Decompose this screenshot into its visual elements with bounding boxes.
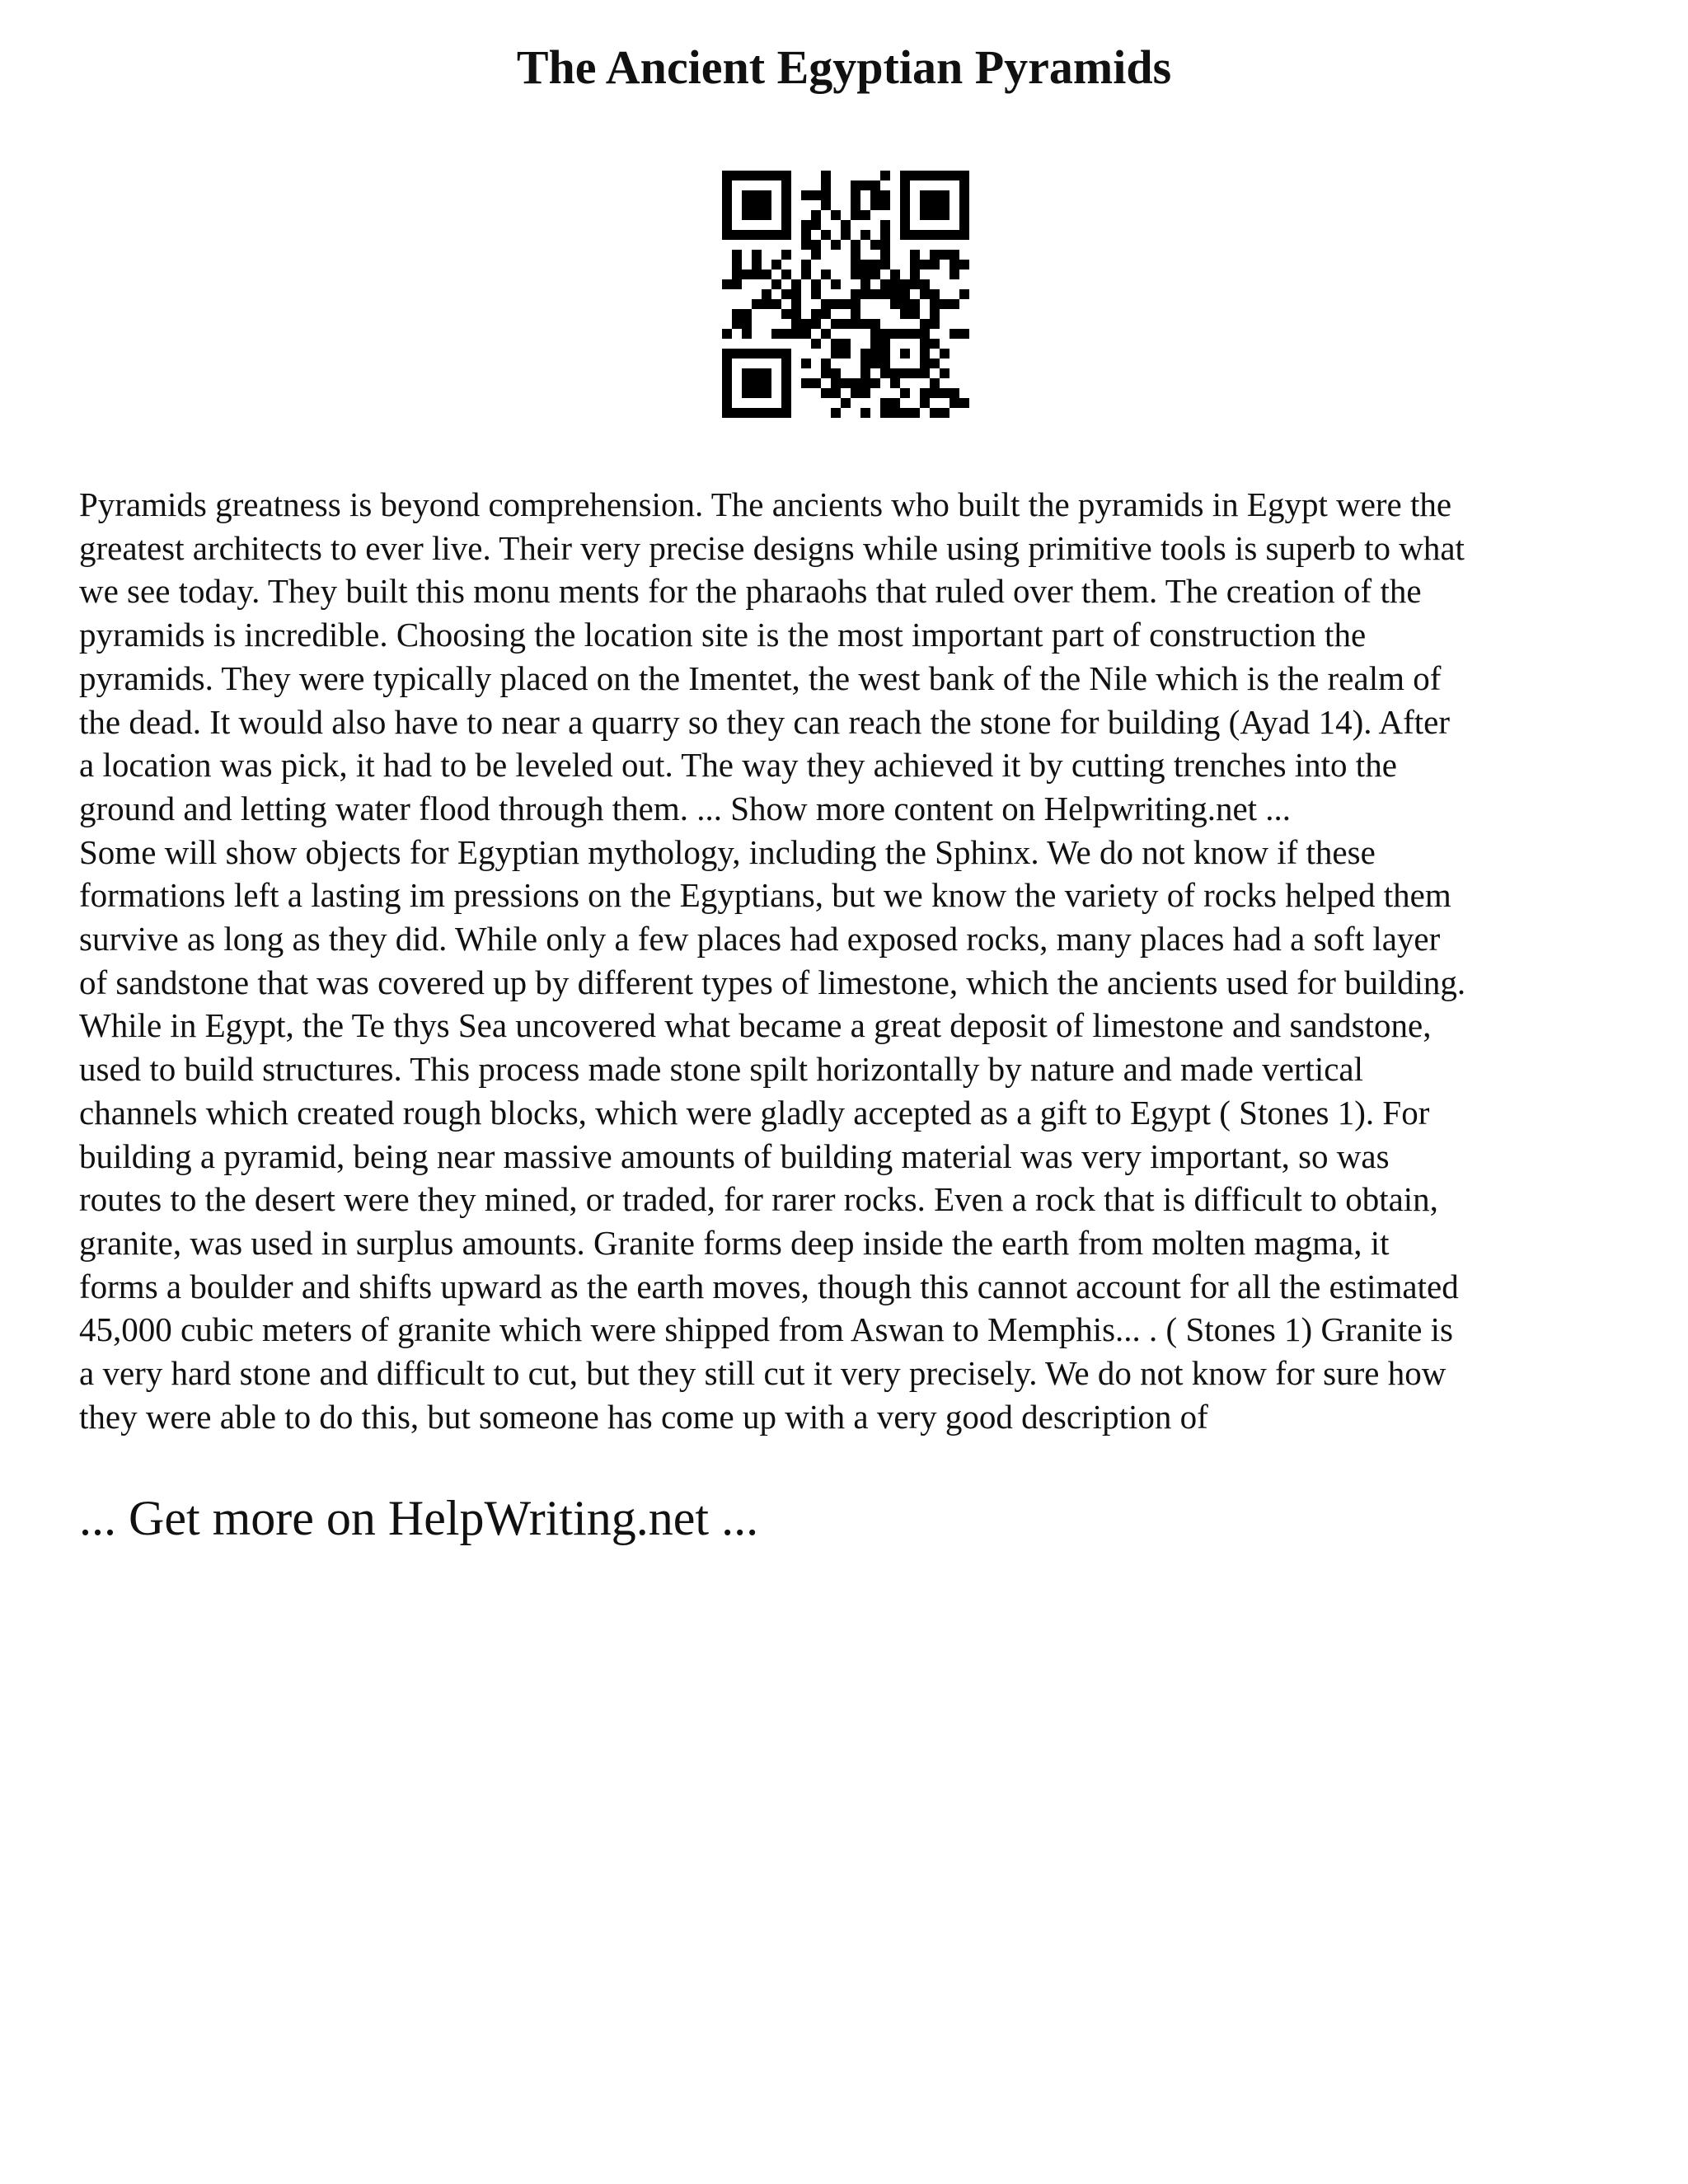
body-line: of sandstone that was covered up by different types of limestone, which the ancients used for building. (79, 963, 1466, 1001)
body-line: we see today. They built this monu ments for the pharaohs that ruled over them. The creation of the (79, 572, 1422, 611)
body-line: greatest architects to ever live. Their very precise designs while using primitive tools is superb to what (79, 528, 1465, 567)
body-line: a very hard stone and difficult to cut, but they still cut it very precisely. We do not know for sure how (79, 1354, 1447, 1393)
body-line: Pyramids greatness is beyond comprehension. The ancients who built the pyramids in Egypt were the (79, 485, 1452, 523)
body-line: routes to the desert were they mined, or traded, for rarer rocks. Even a rock that is difficult to obtain, (79, 1180, 1438, 1219)
body-line: the dead. It would also have to near a quarry so they can reach the stone for building (Ayad 14). After (79, 702, 1451, 741)
body-line: 45,000 cubic meters of granite which were shipped from Aswan to Memphis... . ( Stones 1) Granite is (79, 1310, 1453, 1349)
body-line: they were able to do this, but someone has come up with a very good description of (79, 1397, 1208, 1436)
body-line: formations left a lasting im pressions on the Egyptians, but we know the variety of rocks helped them (79, 876, 1451, 915)
qr-code-icon (722, 171, 969, 418)
body-line: survive as long as they did. While only a few places had exposed rocks, many places had a soft layer (79, 920, 1441, 958)
body-line: a location was pick, it had to be leveled out. The way they achieved it by cutting trenches into the (79, 746, 1397, 785)
body-line: pyramids. They were typically placed on the Imentet, the west bank of the Nile which is the realm of (79, 658, 1442, 697)
get-more-link[interactable]: ... Get more on HelpWriting.net ... (79, 1491, 759, 1545)
body-line: channels which created rough blocks, which were gladly accepted as a gift to Egypt ( Stones 1). For (79, 1093, 1430, 1132)
page-title: The Ancient Egyptian Pyramids (516, 40, 1172, 94)
body-line: Some will show objects for Egyptian mythology, including the Sphinx. We do not know if these (79, 832, 1376, 871)
body-line: ground and letting water flood through them. ... Show more content on Helpwriting.net ... (79, 789, 1292, 827)
body-line: pyramids is incredible. Choosing the location site is the most important part of construction the (79, 616, 1367, 654)
body-line: used to build structures. This process made stone spilt horizontally by nature and made vertical (79, 1050, 1363, 1089)
article-body (79, 483, 1629, 1438)
body-line: forms a boulder and shifts upward as the earth moves, though this cannot account for all the estimated (79, 1267, 1459, 1305)
body-line: While in Egypt, the Te thys Sea uncovered what became a great deposit of limestone and sandstone, (79, 1006, 1432, 1045)
body-line: building a pyramid, being near massive amounts of building material was very important, so was (79, 1137, 1390, 1175)
body-line: granite, was used in surplus amounts. Granite forms deep inside the earth from molten magma, it (79, 1223, 1390, 1262)
